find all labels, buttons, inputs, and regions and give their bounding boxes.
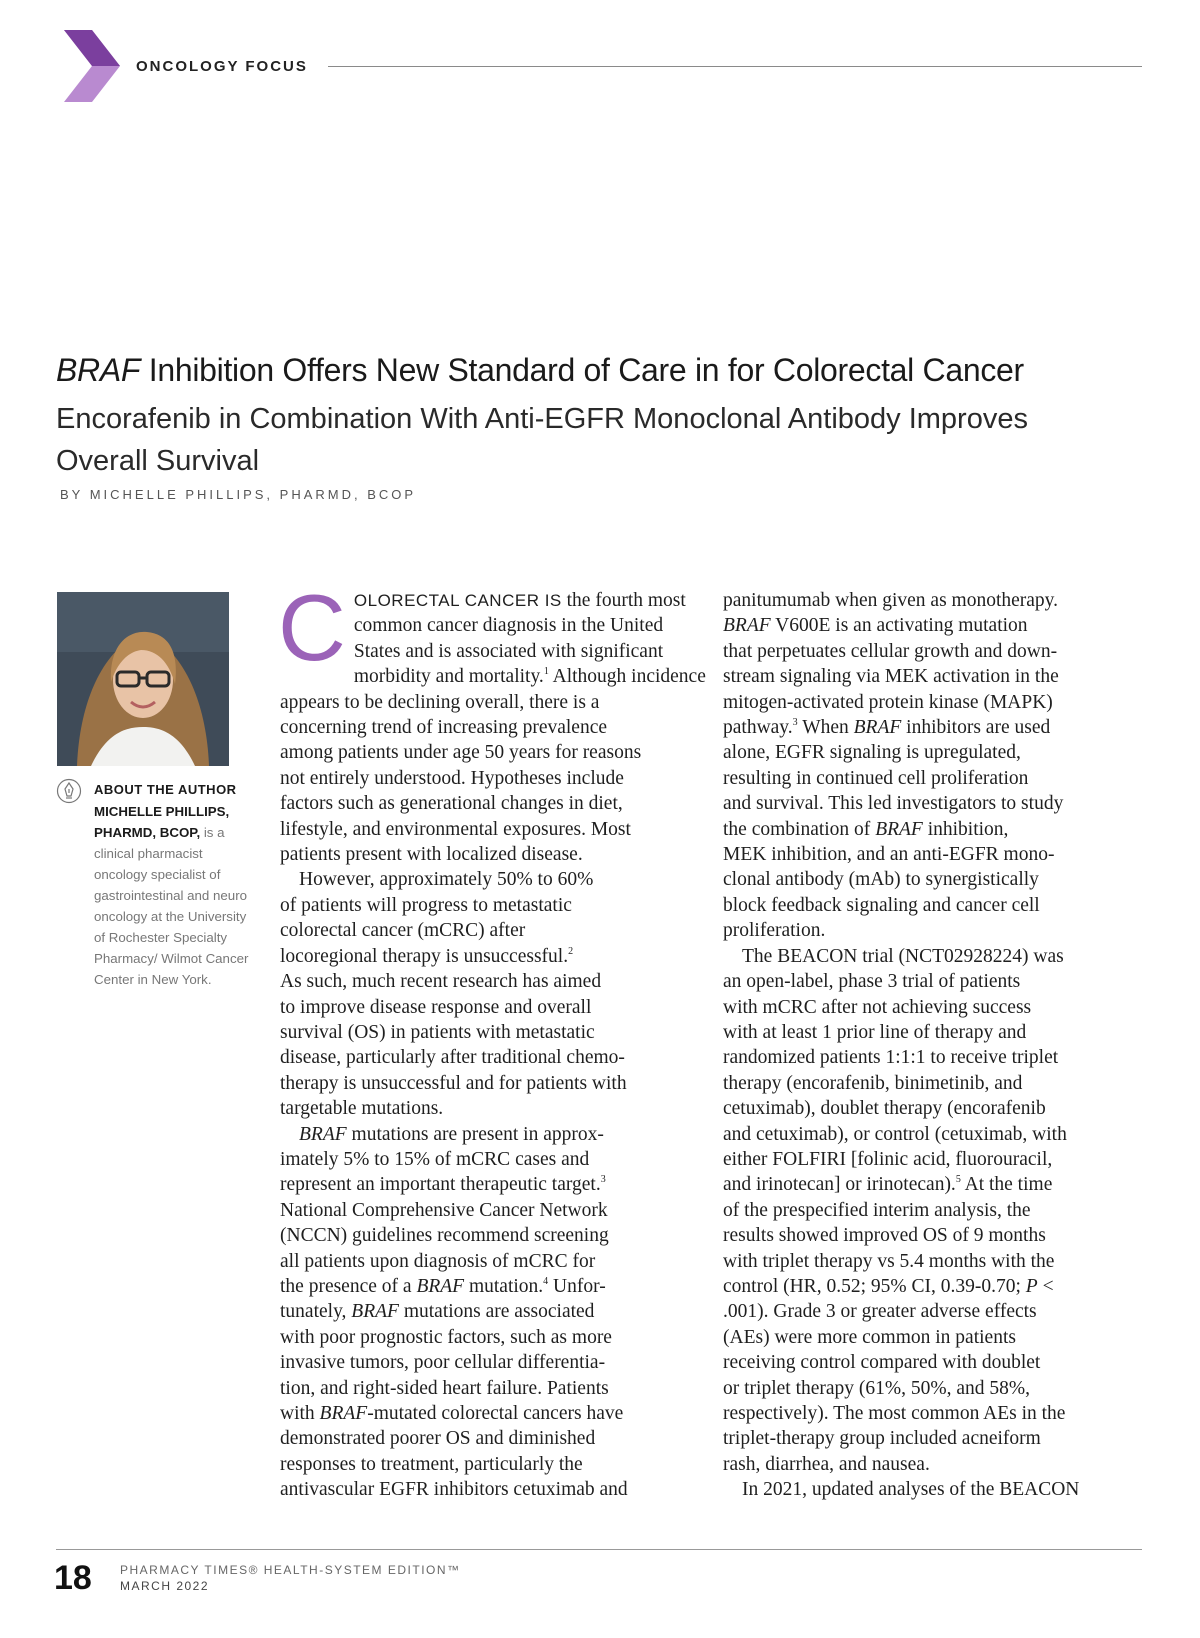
text-run: BRAF — [299, 1123, 347, 1145]
text-run: inhibitors are used — [901, 717, 1051, 739]
text-line — [280, 1172, 700, 1197]
text-run: concerning trend of increasing prevalence — [280, 717, 608, 739]
text-run: invasive tumors, poor cellular differentia- — [280, 1352, 606, 1374]
text-run: disease, particularly after traditional chemo- — [280, 1047, 625, 1069]
text-line — [723, 1452, 1143, 1477]
text-run: all patients upon diagnosis of mCRC for — [280, 1250, 596, 1272]
text-line — [723, 1401, 1143, 1426]
text-run: morbidity and mortality. — [353, 666, 544, 688]
text-run: mutations are present in approx- — [346, 1123, 604, 1145]
text-line — [280, 1477, 700, 1502]
about-author-heading: ABOUT THE AUTHOR — [94, 782, 237, 797]
reference-superscript: 2 — [568, 945, 574, 957]
author-name: MICHELLE PHILLIPS, PHARMD, BCOP, — [94, 804, 230, 840]
text-line — [723, 944, 1143, 969]
author-photo — [57, 592, 229, 766]
reference-superscript: 3 — [600, 1174, 606, 1186]
text-run: demonstrated poorer OS and diminished — [280, 1428, 596, 1450]
text-line — [723, 1477, 1143, 1502]
body-column-2 — [723, 588, 1143, 1503]
pen-nib-icon — [56, 778, 82, 804]
text-line — [280, 1147, 700, 1172]
text-run: States and is associated with significant — [353, 640, 664, 662]
text-line — [723, 1426, 1143, 1451]
text-run: and cetuximab), or control (cetuximab, with — [723, 1123, 1067, 1145]
text-line — [280, 1401, 700, 1426]
text-line — [723, 639, 1143, 664]
text-line — [280, 1071, 700, 1096]
text-run: respectively). The most common AEs in the — [723, 1403, 1066, 1424]
text-line — [723, 918, 1143, 943]
text-run: cetuximab), doublet therapy (encorafenib — [723, 1098, 1046, 1120]
text-run: pathway. — [723, 717, 793, 739]
text-line — [723, 1223, 1143, 1248]
text-run: However, approximately 50% to 60% — [299, 869, 594, 891]
text-run: BRAF — [723, 615, 771, 637]
section-label: ONCOLOGY FOCUS — [136, 58, 308, 75]
text-run: with at least 1 prior line of therapy and — [723, 1021, 1027, 1043]
text-line — [280, 867, 700, 892]
text-line — [723, 1274, 1143, 1299]
text-run: the fourth most — [561, 590, 686, 611]
text-line — [280, 1249, 700, 1274]
text-line — [723, 791, 1143, 816]
text-run: clonal antibody (mAb) to synergistically — [723, 869, 1039, 891]
text-run: MEK inhibition, and an anti-EGFR mono- — [723, 844, 1055, 866]
text-run: responses to treatment, particularly the — [280, 1453, 583, 1475]
text-run: proliferation. — [723, 920, 826, 942]
text-run: mitogen-activated protein kinase (MAPK) — [723, 691, 1053, 713]
reference-superscript: 3 — [792, 717, 798, 729]
text-line — [723, 740, 1143, 765]
text-line — [280, 995, 700, 1020]
text-run: National Comprehensive Cancer Network — [280, 1199, 608, 1221]
issue-date: MARCH 2022 — [120, 1579, 210, 1593]
text-run: therapy is unsuccessful and for patients with — [280, 1072, 627, 1094]
article-byline: BY MICHELLE PHILLIPS, PHARMD, BCOP — [60, 487, 417, 502]
text-line — [280, 1376, 700, 1401]
text-line — [280, 1122, 700, 1147]
text-run: tunately, — [280, 1301, 352, 1323]
text-run: among patients under age 50 years for reasons — [280, 742, 642, 764]
text-run: The BEACON trial (NCT02928224) was — [742, 945, 1064, 967]
text-run: P — [1025, 1275, 1038, 1297]
text-line — [723, 1350, 1143, 1375]
text-line — [723, 664, 1143, 689]
text-line — [723, 1147, 1143, 1172]
text-line — [280, 1020, 700, 1045]
text-line — [280, 817, 700, 842]
text-run: common cancer diagnosis in the United — [353, 615, 664, 637]
text-line — [280, 1350, 700, 1375]
text-run: alone, EGFR signaling is upregulated, — [723, 742, 1021, 764]
text-run: and irinotecan] or irinotecan). — [723, 1174, 956, 1196]
text-run: inhibition, — [922, 818, 1009, 840]
text-run: not entirely understood. Hypotheses include — [280, 767, 624, 789]
text-line — [723, 1299, 1143, 1324]
text-line — [280, 1274, 700, 1299]
text-run: In 2021, updated analyses of the BEACON — [742, 1479, 1080, 1501]
text-line — [280, 740, 700, 765]
text-line — [280, 715, 700, 740]
text-line — [723, 1096, 1143, 1121]
text-run: colorectal cancer (mCRC) after — [280, 920, 526, 942]
footer-divider — [56, 1549, 1142, 1550]
text-run: imately 5% to 15% of mCRC cases and — [280, 1148, 590, 1170]
text-run: with triplet therapy vs 5.4 months with the — [723, 1250, 1055, 1272]
text-run: that perpetuates cellular growth and down- — [723, 640, 1058, 662]
text-line — [280, 842, 700, 867]
text-line — [723, 690, 1143, 715]
text-run: Although incidence — [548, 666, 706, 688]
text-run: an open-label, phase 3 trial of patients — [723, 971, 1021, 993]
section-chevron-logo — [64, 30, 120, 102]
text-line — [280, 1426, 700, 1451]
text-run: targetable mutations. — [280, 1098, 444, 1120]
text-run: control (HR, 0.52; 95% CI, 0.39-0.70; — [723, 1275, 1026, 1297]
text-run: the presence of a — [280, 1275, 417, 1297]
text-run: BRAF — [875, 818, 923, 840]
page-number: 18 — [54, 1559, 92, 1597]
text-line — [723, 867, 1143, 892]
text-line — [723, 893, 1143, 918]
text-run: -mutated colorectal cancers have — [367, 1403, 624, 1424]
text-run: panitumumab when given as monotherapy. — [723, 590, 1059, 611]
text-run: BRAF — [853, 717, 902, 739]
text-line — [723, 766, 1143, 791]
text-line — [723, 588, 1143, 613]
text-line — [723, 1045, 1143, 1070]
text-line — [723, 1325, 1143, 1350]
header-divider — [328, 66, 1142, 67]
text-line — [723, 969, 1143, 994]
text-line — [723, 715, 1143, 740]
text-line — [280, 766, 700, 791]
text-run: stream signaling via MEK activation in the — [723, 666, 1059, 688]
text-run: therapy (encorafenib, binimetinib, and — [723, 1072, 1023, 1094]
text-run: (AEs) were more common in patients — [723, 1326, 1016, 1348]
text-run: patients present with localized disease. — [280, 844, 583, 866]
article-title-rest: Inhibition Offers New Standard of Care in for Colorectal Cancer — [140, 352, 1024, 388]
text-line — [723, 995, 1143, 1020]
text-run: rash, diarrhea, and nausea. — [723, 1453, 930, 1475]
text-run: When — [797, 717, 854, 739]
text-run: the combination of — [723, 818, 876, 840]
text-line — [280, 918, 700, 943]
text-run: appears to be declining overall, there is a — [280, 691, 600, 713]
text-line — [280, 969, 700, 994]
text-line — [280, 1045, 700, 1070]
text-run: randomized patients 1:1:1 to receive triplet — [723, 1047, 1059, 1069]
text-run: locoregional therapy is unsuccessful. — [280, 945, 569, 967]
text-run: antivascular EGFR inhibitors cetuximab and — [280, 1479, 628, 1501]
text-run: OLORECTAL CANCER IS — [353, 591, 562, 610]
text-run: to improve disease response and overall — [280, 996, 592, 1018]
text-run: with mCRC after not achieving success — [723, 996, 1032, 1018]
text-run: lifestyle, and environmental exposures. Most — [280, 818, 631, 840]
text-run: with poor prognostic factors, such as more — [280, 1326, 612, 1348]
text-line — [280, 944, 700, 969]
text-run: factors such as generational changes in diet, — [280, 793, 623, 815]
text-run: or triplet therapy (61%, 50%, and 58%, — [723, 1377, 1031, 1399]
text-line — [280, 1452, 700, 1477]
text-line — [723, 1249, 1143, 1274]
reference-superscript: 4 — [543, 1275, 549, 1287]
text-line — [280, 893, 700, 918]
author-bio-text: is a clinical pharmacist oncology specialist of gastrointestinal and neuro oncology at the University of Rochester Specialty Pharmacy/ Wilmot Cancer Center in New York. — [94, 825, 249, 987]
article-title-italic: BRAF — [56, 352, 141, 388]
text-run: As such, much recent research has aimed — [280, 971, 602, 993]
text-line — [723, 1376, 1143, 1401]
reference-superscript: 1 — [543, 666, 549, 678]
text-run: and survival. This led investigators to study — [723, 793, 1064, 815]
text-run: results showed improved OS of 9 months — [723, 1225, 1046, 1247]
text-run: of the prespecified interim analysis, the — [723, 1199, 1031, 1221]
reference-superscript: 5 — [955, 1174, 961, 1186]
publication-name: PHARMACY TIMES® HEALTH-SYSTEM EDITION™ — [120, 1563, 461, 1577]
text-run: block feedback signaling and cancer cell — [723, 894, 1040, 916]
text-run: resulting in continued cell proliferation — [723, 767, 1029, 789]
text-line — [723, 842, 1143, 867]
text-run: tion, and right-sided heart failure. Patients — [280, 1377, 609, 1399]
text-run: triplet-therapy group included acneiform — [723, 1428, 1041, 1450]
article-subtitle: Encorafenib in Combination With Anti-EGFR Monoclonal Antibody Improves Overall Survival — [56, 403, 1028, 477]
text-run: Unfor- — [548, 1275, 606, 1297]
text-run: represent an important therapeutic target. — [280, 1174, 601, 1196]
text-run: of patients will progress to metastatic — [280, 894, 572, 916]
text-run: .001). Grade 3 or greater adverse effects — [723, 1301, 1037, 1323]
text-run: survival (OS) in patients with metastatic — [280, 1021, 595, 1043]
text-line — [723, 613, 1143, 638]
text-run: V600E is an activating mutation — [770, 615, 1028, 637]
body-column-1 — [278, 575, 706, 1503]
text-line — [280, 1223, 700, 1248]
text-run: receiving control compared with doublet — [723, 1352, 1041, 1374]
text-run: At the time — [960, 1174, 1053, 1196]
text-line — [280, 1325, 700, 1350]
text-run: BRAF — [319, 1403, 368, 1424]
text-run: (NCCN) guidelines recommend screening — [280, 1225, 609, 1247]
text-run: either FOLFIRI [folinic acid, fluorouracil, — [723, 1148, 1053, 1170]
text-line — [280, 1198, 700, 1223]
text-line — [280, 1096, 700, 1121]
article-title — [56, 352, 1156, 389]
text-run: < — [1037, 1275, 1054, 1297]
text-line — [280, 690, 700, 715]
drop-cap: C — [278, 575, 346, 680]
text-run: BRAF — [416, 1275, 465, 1297]
text-line — [280, 791, 700, 816]
text-run: BRAF — [351, 1301, 399, 1323]
text-run: mutation. — [464, 1275, 544, 1297]
text-line — [723, 1122, 1143, 1147]
text-run: with — [280, 1403, 320, 1424]
text-run: mutations are associated — [398, 1301, 595, 1323]
text-line — [723, 1172, 1143, 1197]
text-line — [723, 1020, 1143, 1045]
text-line — [723, 817, 1143, 842]
text-line — [723, 1198, 1143, 1223]
text-line — [280, 1299, 700, 1324]
text-line — [723, 1071, 1143, 1096]
author-bio — [94, 801, 254, 990]
